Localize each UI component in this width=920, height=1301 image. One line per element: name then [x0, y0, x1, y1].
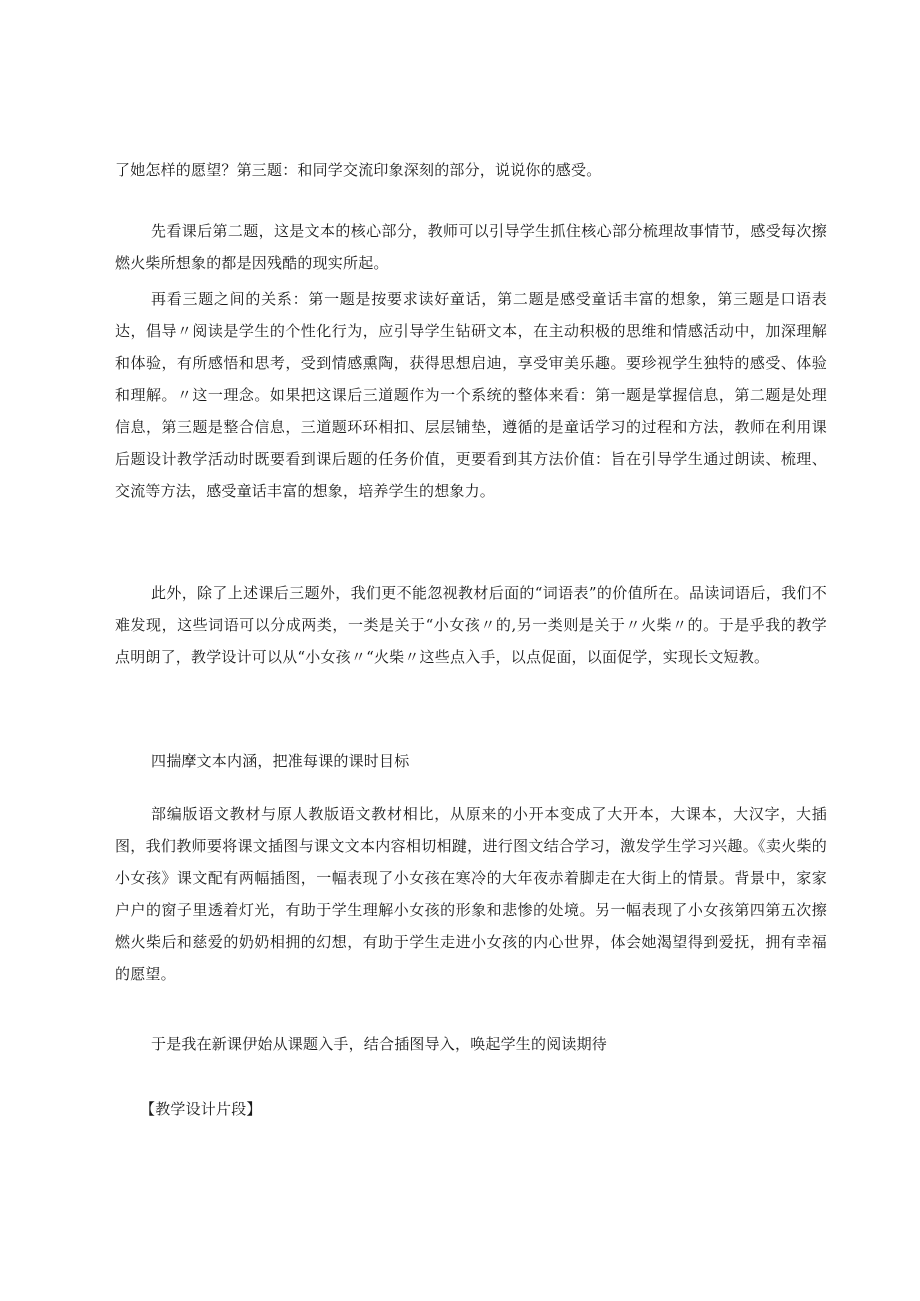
paragraph-lesson-intro: 于是我在新课伊始从课题入手，结合插图导入，唤起学生的阅读期待: [151, 1035, 608, 1053]
paragraph-second-question: 先看课后第二题，这是文本的核心部分，教师可以引导学生抓住核心部分梳理故事情节，感受每次擦燃火柴所想象的都是因残酷的现实所起。: [115, 222, 827, 272]
paragraph-illustrations: 部编版语文教材与原人教版语文教材相比，从原来的小开本变成了大开本，大课本，大汉字，大插图，我们教师要将课文插图与课文文本内容相切相踺，进行图文结合学习，激发学生学习兴趣。《卖火柴的小女孩》课文配有两幅插图，一幅表现了小女孩在寒冷的大年夜赤着脚走在大街上的情景。背景中，家家户户的窗子里透着灯光，有助于学生理解小女孩的形象和悲惨的处境。另一幅表现了小女孩第四第五次擦燃火柴后和慈爱的奶奶相拥的幻想，有助于学生走进小女孩的内心世界，体会她渴望得到爱抚，拥有幸福的愿望。: [115, 805, 827, 983]
section-heading: 四揣摩文本内涵，把准每课的课时目标: [151, 752, 410, 770]
paragraph-vocabulary-list: 此外，除了上述课后三题外，我们更不能忽视教材后面的“词语表”的价值所在。品读词语后，我们不难发现，这些词语可以分成两类，一类是关于“小女孩〃的,另一类则是关于〃火柴〃的。于是乎我的教学点明朗了，教学设计可以从“小女孩〃“火柴〃这些点入手，以点促面，以面促学，实现长文短教。: [115, 584, 827, 666]
paragraph-question-continuation: 了她怎样的愿望？第三题：和同学交流印象深刻的部分，说说你的感受。: [115, 161, 602, 179]
teaching-design-label: 【教学设计片段】: [140, 1100, 262, 1118]
paragraph-three-questions-relation: 再看三题之间的关系：第一题是按要求读好童话，第二题是感受童话丰富的想象，第三题是口语表达，倡导〃阅读是学生的个性化行为，应引导学生钻研文本，在主动积极的思维和情感活动中，加深理解和体验，有所感悟和思考，受到情感熏陶，获得思想启迪，享受审美乐趣。要珍视学生独特的感受、体验和理解。〃这一理念。如果把这课后三道题作为一个系统的整体来看：第一题是掌握信息，第二题是处理信息，第三题是整合信息，三道题环环相扣、层层铺垫，遵循的是童话学习的过程和方法，教师在利用课后题设计教学活动时既要看到课后题的任务价值，更要看到其方法价值：旨在引导学生通过朗读、梳理、交流等方法，感受童话丰富的想象，培养学生的想象力。: [115, 290, 827, 500]
